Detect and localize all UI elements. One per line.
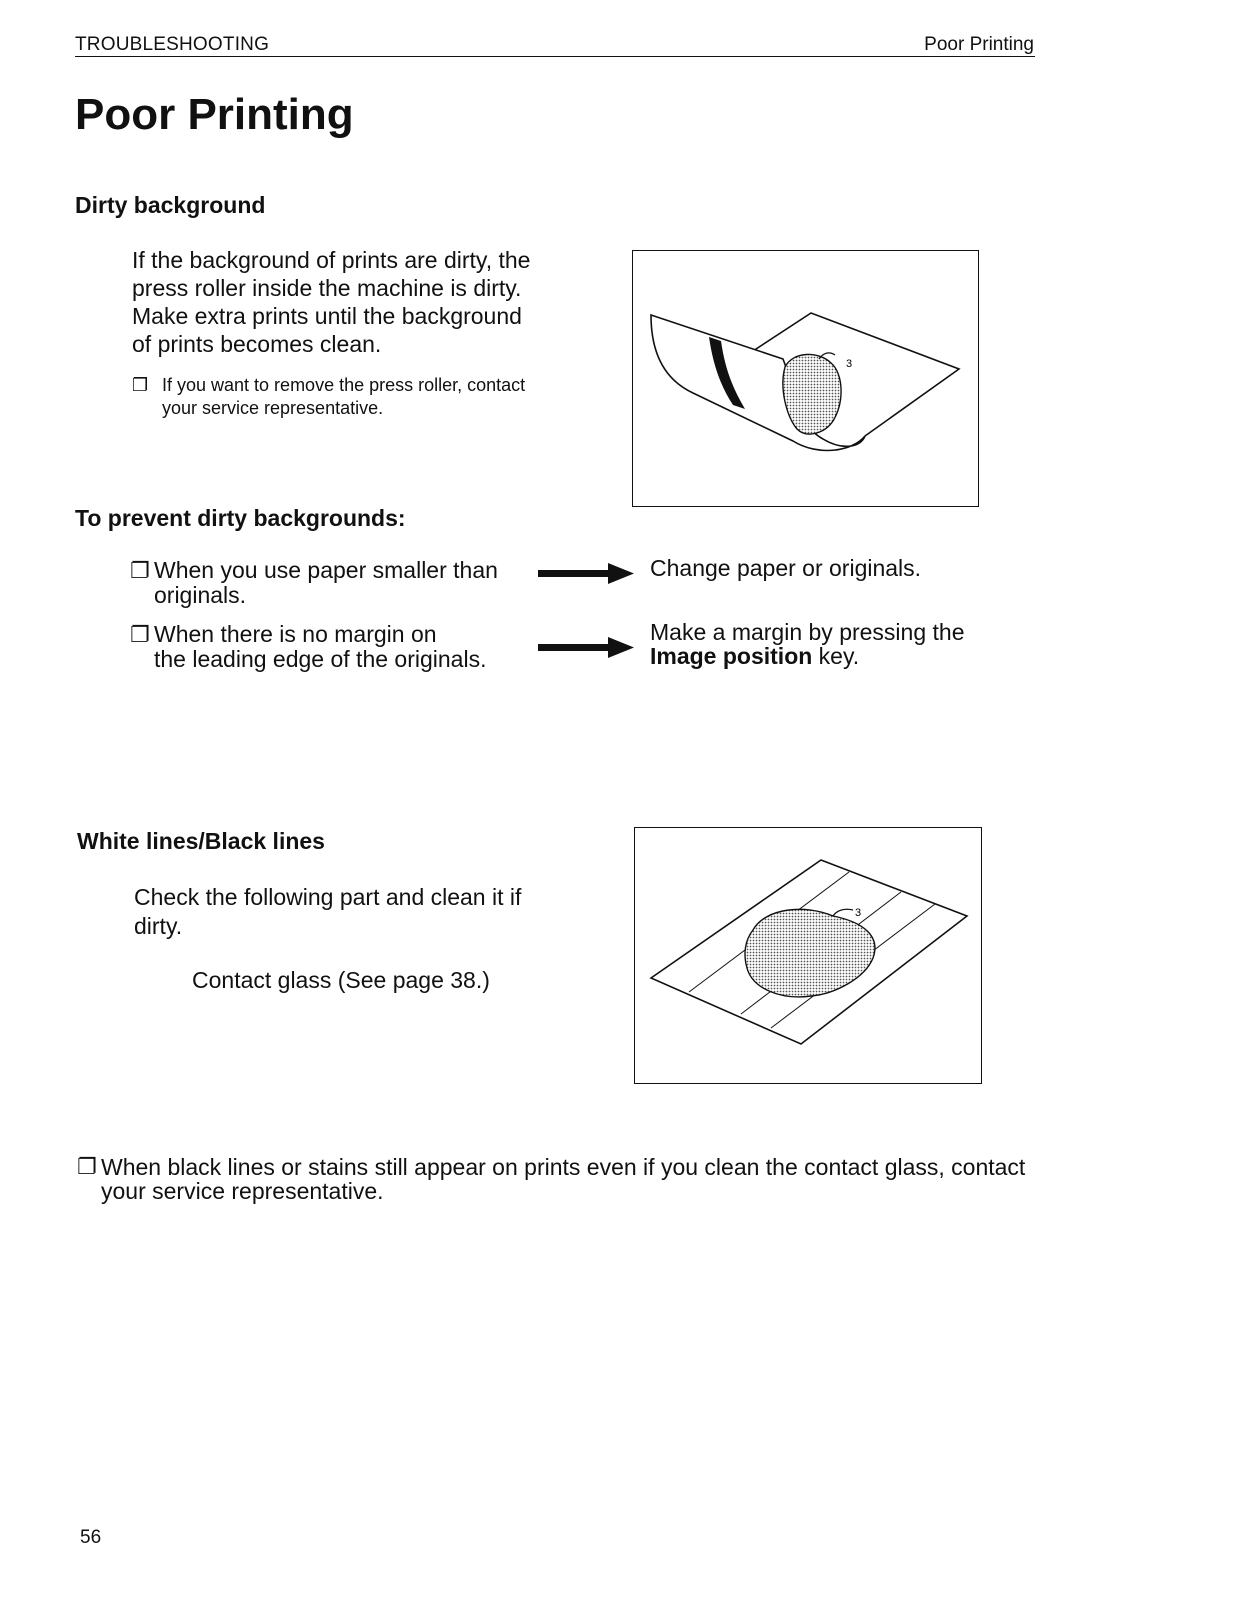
flat-print-illustration	[635, 828, 981, 1083]
white-black-lines-paragraph: Check the following part and clean it if dirty.	[134, 884, 522, 939]
running-header-chapter: Poor Printing	[924, 34, 1034, 55]
dirty-background-figure	[632, 250, 979, 507]
prevent-remedy-1: Change paper or originals.	[650, 555, 922, 581]
checkbox-bullet-icon: ❐	[132, 375, 149, 395]
image-position-key-label: Image position	[650, 643, 813, 669]
checkbox-bullet-icon: ❐	[130, 558, 150, 583]
curled-print-illustration	[633, 251, 978, 506]
figure-callout-number: 3	[846, 358, 853, 370]
header-rule	[75, 56, 1035, 57]
note-text: If you want to remove the press roller, contact your service representative.	[162, 375, 526, 418]
arrow-right-icon	[538, 562, 634, 584]
prevent-remedy-2: Make a margin by pressing the Image position key.	[650, 619, 965, 669]
prevent-condition-2: ❐ When there is no margin on the leading edge of the originals.	[130, 621, 487, 672]
page-number: 56	[80, 1527, 102, 1548]
figure-callout-number: 3	[855, 907, 862, 919]
bottom-note	[77, 1155, 1047, 1203]
dirty-background-heading: Dirty background	[75, 192, 266, 218]
contact-glass-reference: Contact glass (See page 38.)	[192, 967, 490, 993]
dirty-background-note	[132, 374, 532, 420]
checkbox-bullet-icon: ❐	[77, 1154, 97, 1179]
checkbox-bullet-icon: ❐	[130, 622, 150, 647]
prevent-condition-1: ❐ When you use paper smaller than originals.	[130, 557, 498, 608]
white-black-lines-heading: White lines/Black lines	[77, 828, 325, 854]
running-header-section: TROUBLESHOOTING	[75, 34, 270, 55]
bottom-note-text: When black lines or stains still appear on prints even if you clean the contact glass, contact your service representative.	[101, 1154, 1026, 1204]
dirty-background-paragraph: If the background of prints are dirty, the press roller inside the machine is dirty. Make extra prints until the background of prints becomes clean.	[132, 247, 531, 357]
page-title: Poor Printing	[75, 90, 354, 139]
prevent-heading: To prevent dirty backgrounds:	[75, 505, 406, 531]
arrow-right-icon	[538, 636, 634, 658]
white-lines-figure	[634, 827, 982, 1084]
